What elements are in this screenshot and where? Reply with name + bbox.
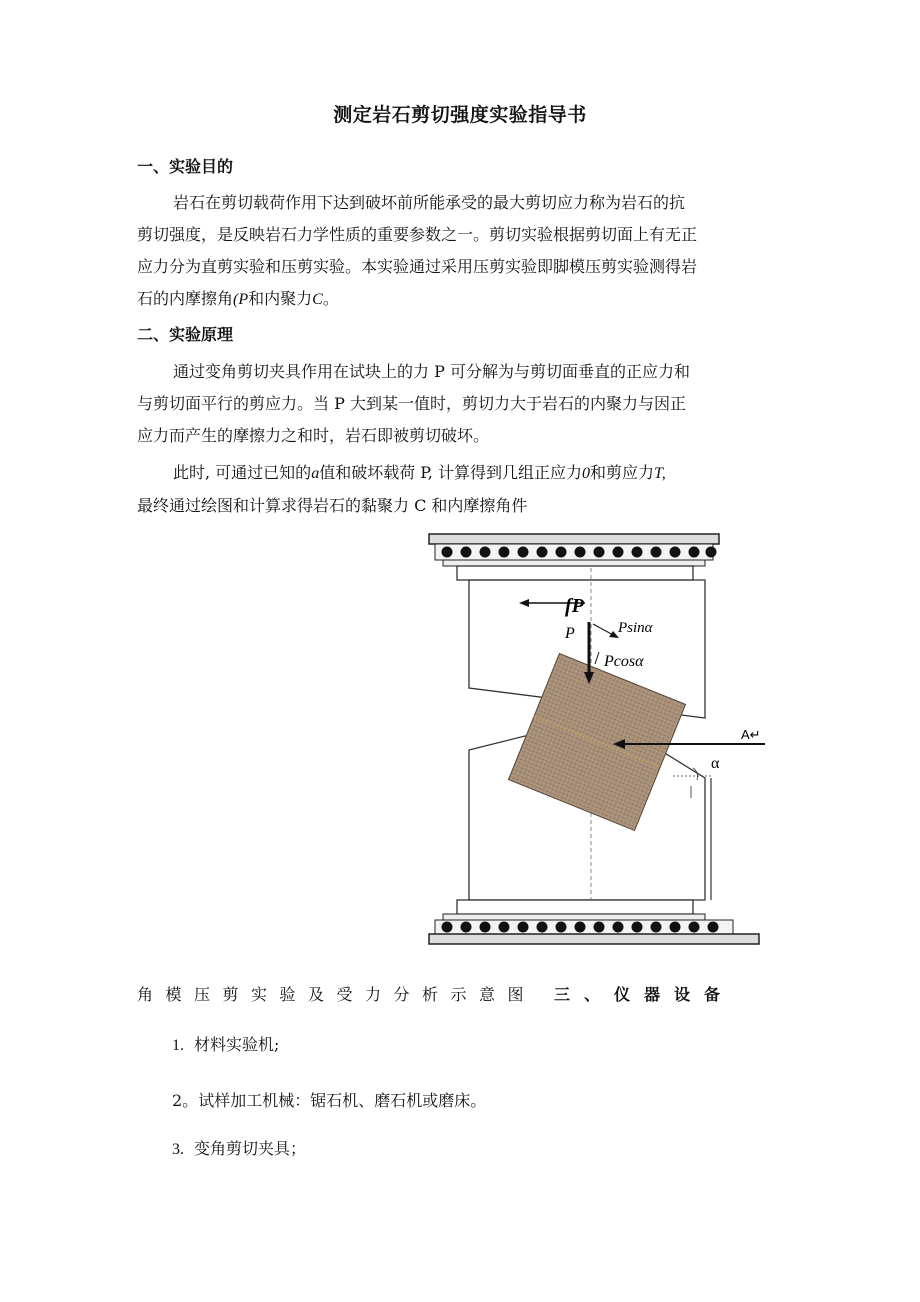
sec1-line-4-pre: 石的内摩擦角 — [137, 289, 234, 308]
shear-stress-symbol: T, — [654, 465, 666, 482]
pcos-label: Pcosα — [604, 653, 644, 670]
section-2-paragraph-2 — [137, 457, 777, 522]
sec2-line-1: 通过变角剪切夹具作用在试块上的力 P 可分解为与剪切面垂直的正应力和 — [173, 362, 690, 381]
sec2-p2-mid2: 和剪应力 — [589, 463, 654, 482]
section-1-paragraph — [137, 187, 777, 316]
sec2-p2-mid1: 值和破坏载荷 P, 计算得到几组正应力 — [319, 463, 582, 482]
top-platen — [429, 534, 719, 580]
normal-stress-symbol: 0 — [581, 465, 590, 482]
section-3-heading: 三、仪器设备 — [554, 985, 735, 1004]
section-1-heading: 一、实验目的 — [137, 157, 234, 176]
sec2-line-2: 与剪切面平行的剪应力。当 P 大到某一值时，剪切力大于岩石的内聚力与因正 — [137, 394, 686, 413]
friction-angle-symbol: (P — [233, 291, 249, 308]
rock-specimen — [508, 653, 685, 830]
sec1-line-3: 应力分为直剪实验和压剪实验。本实验通过采用压剪实验即脚模压剪实验测得岩 — [137, 257, 698, 276]
sec1-line-4-mid: 和内聚力 — [248, 289, 313, 308]
sec1-line-4-end: 。 — [322, 289, 339, 308]
psin-label: Psinα — [618, 620, 653, 636]
sec2-p2-line-2: 最终通过绘图和计算求得岩石的黏聚力 C 和内摩擦角件 — [137, 496, 528, 515]
cohesion-symbol: C — [312, 291, 323, 308]
figure-caption: 角模压剪实验及受力分析示意图 — [137, 985, 537, 1004]
sec2-p2-pre: 此时, 可通过已知的 — [173, 463, 312, 482]
equipment-item-3-num: 3. — [172, 1141, 184, 1158]
equipment-item-3 — [172, 1136, 306, 1159]
sec1-line-1: 岩石在剪切载荷作用下达到破坏前所能承受的最大剪切应力称为岩石的抗 — [173, 193, 686, 212]
angle-symbol: a — [311, 465, 320, 482]
shear-test-diagram — [415, 528, 787, 953]
equipment-item-1-num: 1. — [172, 1037, 184, 1054]
equipment-item-2-num: 2。 — [172, 1091, 199, 1110]
equipment-item-2-text: 试样加工机械：锯石机、磨石机或磨床。 — [198, 1091, 487, 1110]
section-2-heading: 二、实验原理 — [137, 325, 234, 344]
section-2-paragraph-1 — [137, 356, 777, 452]
bottom-roller-row — [442, 922, 719, 933]
sec2-line-3: 应力而产生的摩擦力之和时，岩石即被剪切破坏。 — [137, 426, 490, 445]
equipment-item-1 — [172, 1032, 279, 1055]
alpha-label: α — [711, 755, 720, 772]
p-label: P — [565, 625, 575, 642]
document-title: 测定岩石剪切强度实验指导书 — [333, 104, 587, 126]
a-label: A↵ — [741, 727, 761, 742]
caption-row — [137, 982, 787, 1005]
equipment-item-3-text: 变角剪切夹具； — [194, 1139, 307, 1158]
top-roller-row — [442, 547, 717, 558]
equipment-item-2 — [172, 1088, 486, 1111]
fp-label: fP — [565, 595, 584, 617]
sec1-line-2: 剪切强度，是反映岩石力学性质的重要参数之一。剪切实验根据剪切面上有无正 — [137, 225, 698, 244]
equipment-item-1-text: 材料实验机; — [194, 1035, 280, 1054]
bottom-platen — [429, 900, 759, 944]
